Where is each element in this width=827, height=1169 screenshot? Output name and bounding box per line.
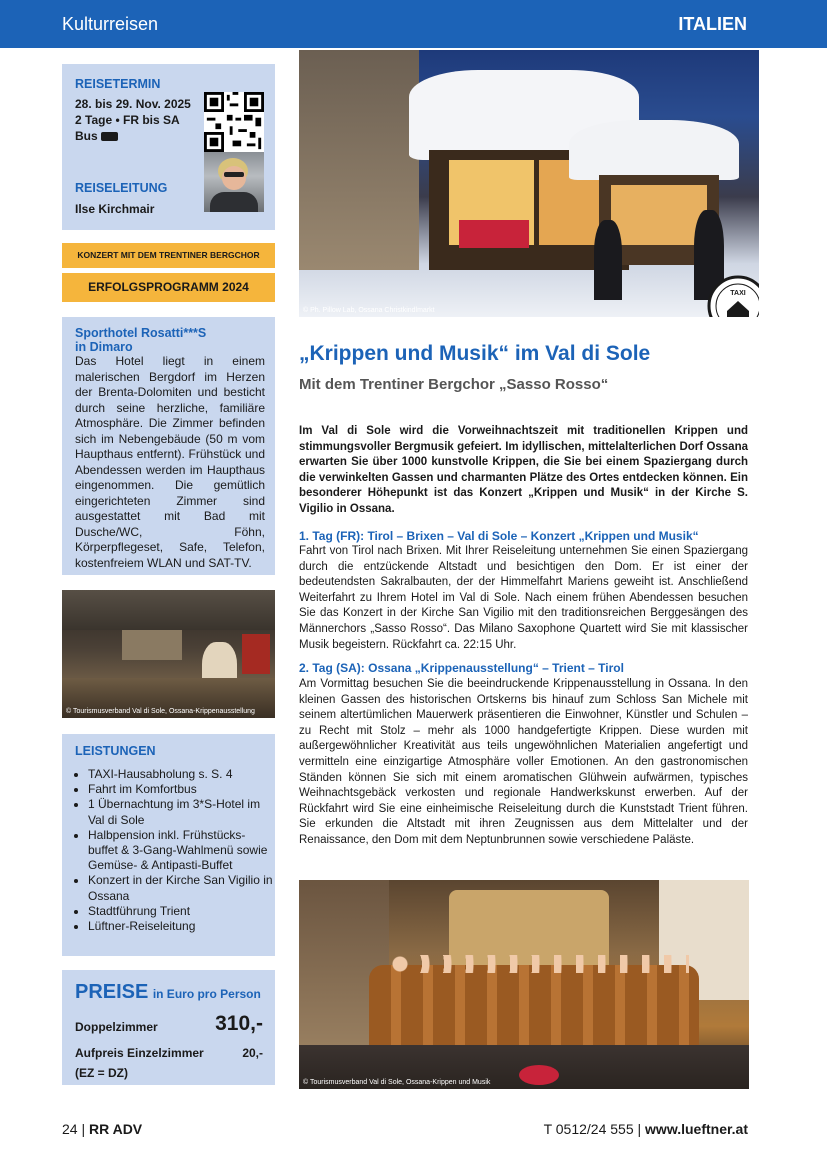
list-item: • TAXI-Hausabholung s. S. 4	[88, 767, 273, 782]
nativity-photo	[62, 590, 275, 718]
hero-photo	[299, 50, 760, 332]
day2-title: 2. Tag (SA): Ossana „Krippenausstellung“ – Trient – Tirol	[299, 661, 624, 675]
section-title: Kulturreisen	[62, 14, 159, 34]
page-title: „Krippen und Musik“ im Val di Sole	[299, 342, 651, 365]
trip-dates: 28. bis 29. Nov. 2025	[75, 97, 191, 111]
hero-photo-caption: © Ph. Pillow Lab, Ossana Christkindlmarkt	[303, 307, 435, 314]
hotel-box	[62, 317, 275, 575]
list-item: • 1 Übernachtung im 3*S-Hotel im Val di Sole	[88, 797, 273, 827]
footer-right: T 0512/24 555 | www.lueftner.at	[543, 1121, 748, 1137]
day1-text: Fahrt von Tirol nach Brixen. Mit Ihrer Reiseleitung unternehmen Sie einen Spaziergang durch die entzückende Altstadt und besichtigen den Dom. Er ist einer der bedeutendsten Sakralbauten, der der Himmelfahrt Mariens geweiht ist. Anschließend Weiterfahrt zu Ihrem Hotel im Val di Sole. Nach einem frühen Abendessen besuchen Sie das Konzert in der Kirche San Vigilio mit den traditionsreichen Berggesängen des Männerchors „Sasso Rosso“. Das Milano Saxophone Quartett wird Sie mit klassischer Musik begeistern. Rückfahrt ca. 22:15 Uhr.	[299, 545, 748, 651]
nativity-photo-caption: © Tourismusverband Val di Sole, Ossana-Krippenausstellung	[66, 708, 255, 715]
ez-label: Aufpreis Einzelzimmer	[75, 1046, 204, 1060]
phone-number: T 0512/24 555	[543, 1121, 634, 1137]
list-item: • Stadtführung Trient	[88, 904, 273, 919]
trip-transport: Bus	[75, 128, 191, 144]
leistungen-label: LEISTUNGEN	[75, 744, 156, 758]
top-bar	[0, 0, 827, 48]
dz-label: Doppelzimmer	[75, 1020, 158, 1034]
reiseleitung-label: REISELEITUNG	[75, 181, 168, 195]
footer-left: 24 | RR ADV	[62, 1121, 143, 1137]
programm-banner: ERFOLGSPROGRAMM 2024	[62, 273, 275, 302]
guide-name: Ilse Kirchmair	[75, 202, 155, 216]
list-item: • Fahrt im Komfortbus	[88, 782, 273, 797]
list-item: • Konzert in der Kirche San Vigilio in Ossana	[88, 873, 273, 903]
trip-info-box	[62, 64, 275, 230]
leistungen-list	[75, 767, 273, 934]
intro-text: Im Val di Sole wird die Vorweihnachtszeit mit traditionellen Krippen und stimmungsvoller Bergmusik gefeiert. Im idyllischen, mittelalterlichen Dorf Ossana erwarten Sie über 1000 kunstvolle Krippen, die Sie bei einem Spaziergang durch die verwinkelten Gassen und charmanten Plätze des Ortes entdecken können. Ein besonderer Höhepunkt ist das Konzert „Krippen und Musik“ in der Kirche S. Vigilio in Ossana.	[299, 425, 748, 515]
reisetermin-label: REISETERMIN	[75, 77, 161, 91]
leistungen-box	[62, 734, 275, 956]
qr-code-icon[interactable]	[204, 92, 264, 152]
day2-text: Am Vormittag besuchen Sie die beeindruckende Krippenausstellung in Ossana. In den kleinen Gassen des historischen Ortskerns bis hinauf zum Schloss San Michele mit seinem altertümlichen Mauerwerk präsentieren die Einwohner, Künstler und Schulen – zu Recht mit Stolz – mehr als 1000 handgefertigte Krippen. Diese wurden mit außergewöhnlicher Kreativität aus teils ungewöhnlichen Materialien angefertigt und vermitteln eine einzigartige Atmosphäre voller Emotionen. An den gastronomischen Ständen können Sie sich mit einem aromatischen Glühwein aufwärmen, typisches Weihnachtsgebäck verkosten und regionale Handwerkskunst erwerben. Auf der Rückfahrt wird Sie eine einheimische Reiseleitung durch die Kunststadt Trient führen. Sie erkunden die Altstadt mit ihren Zeugnissen aus dem Mittelalter und der Renaissance, den Dom mit dem Neptunbrunnen sowie verschiedene Paläste.	[299, 678, 748, 846]
dz-price: 310,-	[215, 1012, 263, 1035]
hotel-description: Das Hotel liegt in einem malerischen Bergdorf im Herzen der Brenta-Dolomiten und besticht durch seine herzliche, familiäre Atmosphäre. Die Zimmer befinden sich im Nebengebäude (50 m vom Haupthaus entfernt). Frühstück und Abendessen werden im Haupthaus eingenommen. Die gemütlich eingerichteten Zimmer sind ausgestattet mit Bad mit Dusche/WC, Föhn, Körperpflegeset, Safe, Telefon, kostenfreiem WLAN und SAT-TV.	[75, 354, 265, 570]
page-subtitle: Mit dem Trentiner Bergchor „Sasso Rosso“	[299, 376, 609, 393]
hotel-name: Sporthotel Rosatti***S in Dimaro	[75, 326, 207, 354]
website-link[interactable]: www.lueftner.at	[645, 1121, 748, 1137]
preise-header: PREISE in Euro pro Person	[75, 981, 261, 1003]
list-item: • Lüftner-Reiseleitung	[88, 919, 273, 934]
trip-duration: 2 Tage • FR bis SA	[75, 113, 180, 127]
list-item: • Halbpension inkl. Frühstücks-buffet & 3-Gang-Wahlmenü sowie Gemüse- & Antipasti-Buffet	[88, 828, 273, 874]
day1-title: 1. Tag (FR): Tirol – Brixen – Val di Sole – Konzert „Krippen und Musik“	[299, 529, 699, 543]
country-label: ITALIEN	[678, 14, 747, 34]
catalog-code: RR ADV	[89, 1121, 143, 1137]
choir-photo	[299, 880, 749, 1089]
page-number: 24	[62, 1121, 78, 1137]
badge-top-text: TAXI	[730, 290, 746, 297]
guide-avatar	[204, 152, 264, 212]
bus-icon	[101, 132, 118, 141]
ez-note: (EZ = DZ)	[75, 1066, 128, 1080]
choir-photo-caption: © Tourismusverband Val di Sole, Ossana-Krippen und Musik	[303, 1079, 491, 1086]
taxi-hausabholung-badge: TAXI HAUSABHOLUNG	[707, 275, 759, 317]
konzert-banner: KONZERT MIT DEM TRENTINER BERGCHOR	[62, 243, 275, 268]
ez-price: 20,-	[242, 1046, 263, 1060]
preise-box	[62, 970, 275, 1085]
